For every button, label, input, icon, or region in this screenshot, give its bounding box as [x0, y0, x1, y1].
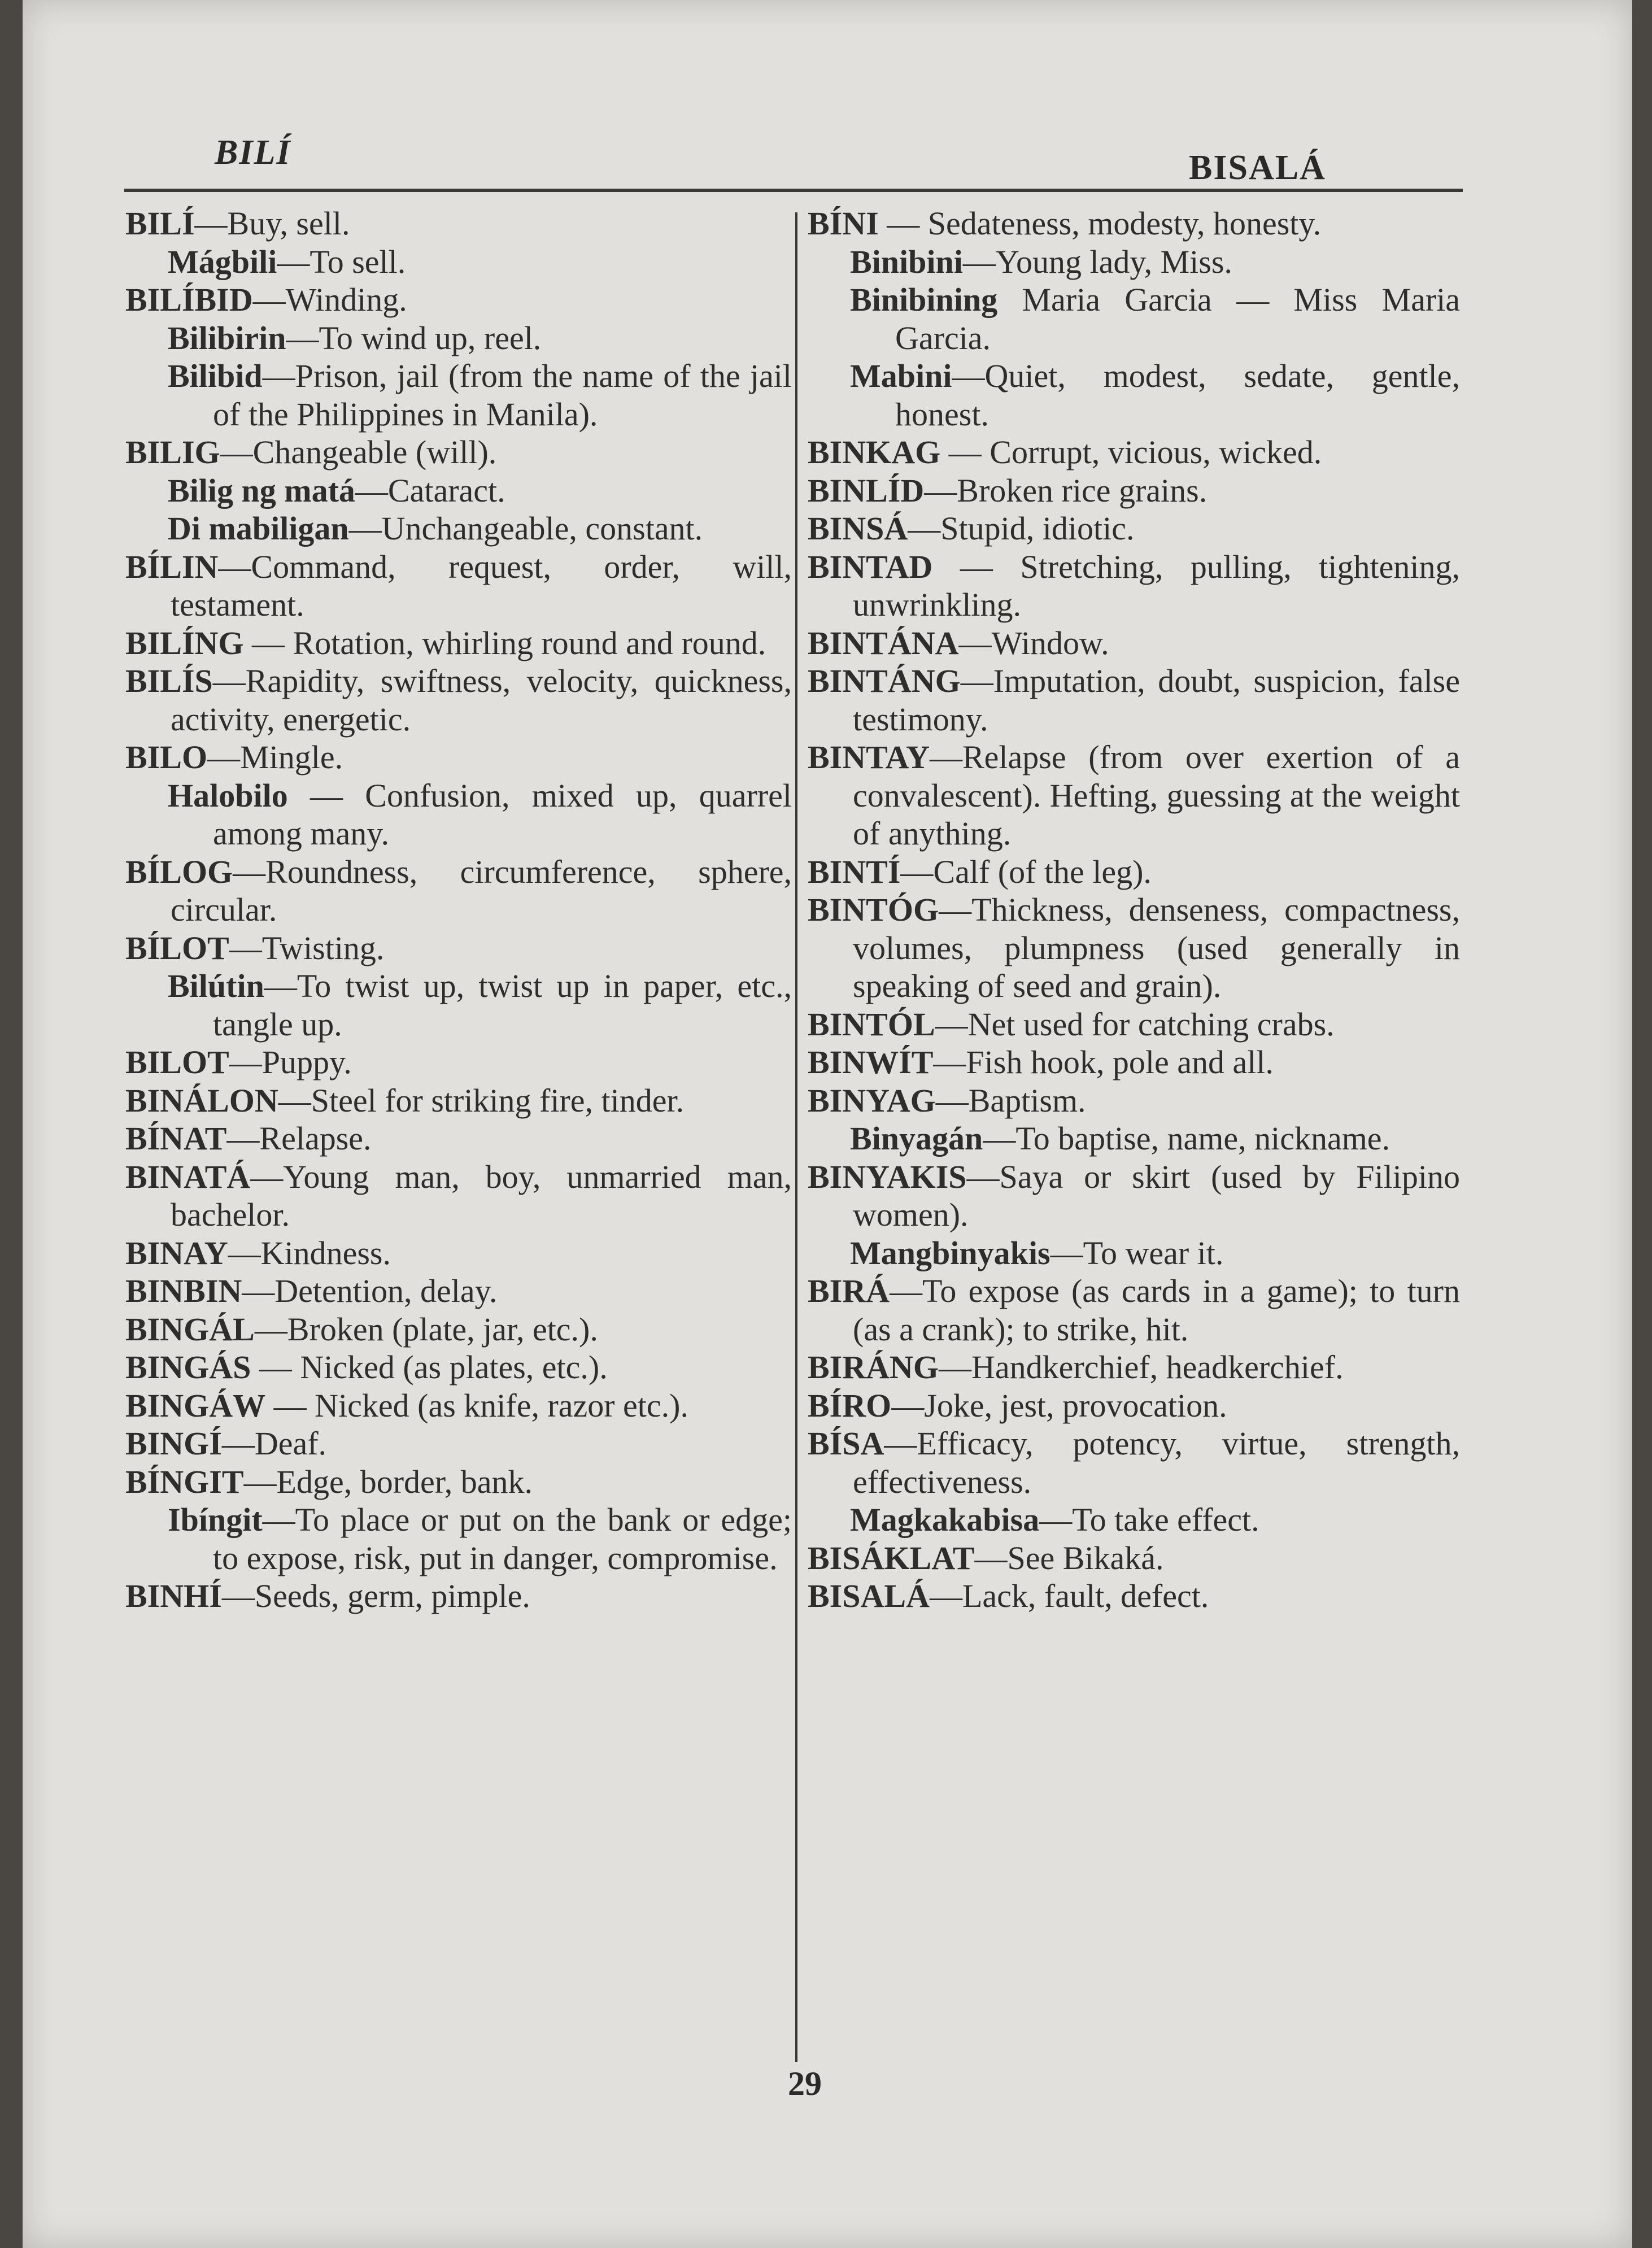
- headword: Magkakabisa: [850, 1501, 1040, 1538]
- entry-separator: —: [966, 1158, 1000, 1195]
- dictionary-entry: [125, 662, 792, 738]
- dictionary-entry: [125, 1577, 792, 1615]
- entry-separator: —: [929, 1578, 962, 1614]
- definition: Kindness.: [260, 1234, 391, 1271]
- headword: BINSÁ: [808, 510, 908, 547]
- definition: Young lady, Miss.: [995, 243, 1232, 280]
- entry-separator: —: [1050, 1234, 1083, 1271]
- definition: Command, request, order, will, testament.: [171, 548, 792, 623]
- entry-separator: —: [233, 853, 266, 890]
- dictionary-entry: [808, 738, 1460, 853]
- dictionary-subentry: [808, 243, 1460, 281]
- dictionary-entry: [808, 433, 1460, 472]
- definition: Nicked (as knife, razor etc.).: [315, 1387, 688, 1424]
- definition: Rapidity, swiftness, velocity, quickness, activity, energetic.: [171, 663, 792, 738]
- headword: Binibining: [850, 281, 998, 318]
- entry-separator: —: [287, 777, 365, 814]
- headword: BINGÁS: [125, 1349, 251, 1386]
- headword: BINÁLON: [125, 1082, 278, 1119]
- definition: To twist up, twist up in paper, etc., tangle up.: [213, 968, 792, 1043]
- definition: Saya or skirt (used by Filipino women).: [853, 1158, 1460, 1233]
- dictionary-entry: [808, 1043, 1460, 1082]
- dictionary-entry: [808, 1005, 1460, 1044]
- entry-separator: —: [262, 1501, 295, 1538]
- entry-separator: —: [935, 1082, 969, 1119]
- entry-separator: —: [962, 243, 996, 280]
- headword: Halobilo: [168, 777, 288, 814]
- dictionary-entry: [125, 548, 792, 624]
- definition: See Bikaká.: [1007, 1539, 1164, 1576]
- headword: BINYAKIS: [808, 1158, 967, 1195]
- entry-separator: —: [264, 968, 297, 1004]
- dictionary-entry: [808, 1577, 1460, 1615]
- entry-separator: —: [1039, 1501, 1073, 1538]
- dictionary-subentry: [808, 1119, 1460, 1158]
- headword: BISÁKLAT: [808, 1539, 975, 1576]
- headword: Mabini: [850, 358, 952, 394]
- dictionary-entry: [808, 853, 1460, 891]
- entry-separator: —: [221, 1578, 255, 1614]
- dictionary-entry: [125, 1082, 792, 1120]
- headword: BINWÍT: [808, 1044, 934, 1081]
- headword: BINTÁNG: [808, 663, 961, 699]
- headword: BILOT: [125, 1044, 229, 1081]
- definition: Confusion, mixed up, quarrel among many.: [213, 777, 792, 852]
- dictionary-entry: [808, 204, 1460, 243]
- entry-separator: —: [900, 853, 934, 890]
- dictionary-entry: [125, 1310, 792, 1349]
- dictionary-entry: [125, 853, 792, 929]
- definition: Maria Garcia — Miss Maria Garcia.: [895, 281, 1460, 356]
- dictionary-entry: [125, 1424, 792, 1463]
- dictionary-subentry: [125, 967, 792, 1043]
- headword: BINATÁ: [125, 1158, 251, 1195]
- dictionary-subentry: [125, 509, 792, 548]
- headword: Bilibid: [168, 358, 263, 394]
- definition: Thickness, denseness, compactness, volumes, plumpness (used generally in speaking of seed and grain).: [853, 891, 1460, 1004]
- definition: Nicked (as plates, etc.).: [300, 1349, 608, 1386]
- entry-separator: —: [277, 243, 310, 280]
- definition: Broken (plate, jar, etc.).: [287, 1310, 598, 1348]
- headword: Mágbili: [168, 243, 277, 280]
- headword: BIRÁ: [808, 1273, 890, 1309]
- definition: Prison, jail (from the name of the jail of the Philippines in Manila).: [213, 358, 792, 433]
- entry-separator: —: [348, 510, 382, 547]
- definition: Net used for catching crabs.: [967, 1005, 1335, 1043]
- definition: To place or put on the bank or edge; to expose, risk, put in danger, compromise.: [213, 1501, 792, 1576]
- dictionary-entry: [808, 509, 1460, 548]
- headword: BISALÁ: [808, 1578, 930, 1614]
- dictionary-entry: [125, 1463, 792, 1501]
- entry-separator: —: [207, 739, 241, 776]
- definition: Puppy.: [261, 1044, 352, 1081]
- headword: BINLÍD: [808, 472, 925, 509]
- definition: Sedateness, modesty, honesty.: [927, 205, 1322, 242]
- dictionary-subentry: [125, 319, 792, 358]
- headword: BINTAD: [808, 548, 933, 585]
- definition: Detention, delay.: [274, 1273, 498, 1309]
- header-rule: [124, 189, 1463, 192]
- entry-separator: —: [355, 472, 388, 509]
- headword: BINYAG: [808, 1082, 936, 1119]
- headword: BINTÁNA: [808, 624, 959, 661]
- headword: BILÍS: [125, 663, 213, 699]
- definition: Quiet, modest, sedate, gentle, honest.: [895, 358, 1460, 433]
- dictionary-entry: [808, 1387, 1460, 1425]
- headword: BÍNGIT: [125, 1463, 244, 1500]
- definition: To sell.: [310, 243, 406, 280]
- dictionary-entry: [125, 1119, 792, 1158]
- left-column: [125, 204, 792, 1615]
- headword: BINTÓG: [808, 891, 939, 928]
- definition: Corrupt, vicious, wicked.: [990, 434, 1322, 470]
- headword: BINGÁW: [125, 1387, 266, 1424]
- dictionary-subentry: [125, 357, 792, 433]
- definition: Edge, border, bank.: [276, 1463, 533, 1500]
- entry-separator: —: [939, 1349, 972, 1386]
- definition: Changeable (will).: [252, 434, 497, 470]
- definition: To baptise, name, nickname.: [1015, 1120, 1391, 1157]
- definition: Lack, fault, defect.: [962, 1578, 1209, 1614]
- dictionary-entry: [808, 1272, 1460, 1348]
- entry-separator: —: [250, 1158, 284, 1195]
- entry-separator: —: [262, 358, 295, 394]
- headword: BILÍ: [125, 205, 195, 242]
- definition: Young man, boy, unmarried man, bachelor.: [171, 1158, 792, 1233]
- page-number: 29: [788, 2065, 822, 2102]
- entry-separator: —: [924, 472, 957, 509]
- dictionary-entry: [125, 1348, 792, 1387]
- dictionary-entry: [125, 624, 792, 663]
- definition: Joke, jest, provocation.: [924, 1387, 1227, 1424]
- definition: To take effect.: [1072, 1501, 1259, 1538]
- entry-separator: —: [908, 510, 941, 547]
- entry-separator: —: [878, 205, 928, 242]
- definition: Relapse.: [259, 1120, 372, 1157]
- right-column: [808, 204, 1460, 1615]
- column-divider: [795, 212, 797, 2062]
- running-head-right: BISALÁ: [1189, 149, 1326, 187]
- dictionary-subentry: [808, 281, 1460, 357]
- dictionary-entry: [808, 1424, 1460, 1501]
- definition: Steel for striking fire, tinder.: [311, 1082, 685, 1119]
- entry-separator: —: [983, 1120, 1016, 1157]
- entry-separator: —: [960, 663, 993, 699]
- entry-separator: —: [958, 624, 992, 661]
- dictionary-subentry: [808, 1234, 1460, 1273]
- definition: Buy, sell.: [227, 205, 350, 242]
- definition: Baptism.: [968, 1082, 1086, 1119]
- dictionary-entry: [808, 1158, 1460, 1234]
- entry-separator: —: [884, 1425, 917, 1462]
- headword: BINGÍ: [125, 1425, 222, 1462]
- dictionary-entry: [808, 1539, 1460, 1578]
- dictionary-entry: [125, 738, 792, 777]
- entry-separator: —: [218, 548, 251, 585]
- dictionary-entry: [808, 624, 1460, 663]
- entry-separator: —: [254, 1310, 287, 1348]
- dictionary-entry: [808, 891, 1460, 1005]
- dictionary-entry: [808, 472, 1460, 510]
- headword: BINTÍ: [808, 853, 901, 890]
- dictionary-entry: [808, 1348, 1460, 1387]
- definition: Rotation, whirling round and round.: [293, 624, 766, 661]
- headword: BILÍNG: [125, 624, 244, 661]
- headword: BILÍBID: [125, 281, 253, 318]
- definition: Winding.: [285, 281, 407, 318]
- entry-separator: —: [242, 1273, 275, 1309]
- entry-separator: —: [278, 1082, 311, 1119]
- headword: BINTAY: [808, 739, 930, 776]
- entry-separator: —: [220, 434, 253, 470]
- entry-separator: —: [228, 1234, 261, 1271]
- definition: Deaf.: [254, 1425, 327, 1462]
- headword: BINBIN: [125, 1273, 242, 1309]
- definition: Fish hook, pole and all.: [966, 1044, 1274, 1081]
- headword: Bilig ng matá: [168, 472, 355, 509]
- headword: BÍLIN: [125, 548, 219, 585]
- definition: Window.: [991, 624, 1109, 661]
- headword: BILO: [125, 739, 208, 776]
- headword: BÍNI: [808, 205, 879, 242]
- headword: BÍNAT: [125, 1120, 227, 1157]
- dictionary-subentry: [125, 243, 792, 281]
- definition: Broken rice grains.: [957, 472, 1208, 509]
- dictionary-entry: [808, 662, 1460, 738]
- entry-separator: —: [940, 434, 990, 470]
- dictionary-entry: [808, 1082, 1460, 1120]
- headword: BINHÍ: [125, 1578, 222, 1614]
- headword: Di mabiligan: [168, 510, 349, 547]
- headword: Binyagán: [850, 1120, 983, 1157]
- dictionary-subentry: [808, 1501, 1460, 1539]
- entry-separator: —: [229, 1044, 262, 1081]
- headword: Bilútin: [168, 968, 264, 1004]
- headword: Bilibirin: [168, 319, 286, 356]
- entry-separator: —: [891, 1387, 925, 1424]
- dictionary-entry: [125, 1043, 792, 1082]
- entry-separator: —: [194, 205, 228, 242]
- entry-separator: —: [265, 1387, 315, 1424]
- dictionary-subentry: [125, 777, 792, 853]
- headword: BÍRO: [808, 1387, 892, 1424]
- dictionary-subentry: [125, 1501, 792, 1577]
- headword: BINTÓL: [808, 1005, 935, 1043]
- dictionary-subentry: [125, 472, 792, 510]
- entry-separator: —: [226, 1120, 260, 1157]
- entry-separator: —: [251, 1349, 300, 1386]
- dictionary-page: [23, 0, 1632, 2248]
- entry-separator: —: [212, 663, 246, 699]
- dictionary-entry: [125, 1272, 792, 1310]
- definition: Imputation, doubt, suspicion, false testimony.: [853, 663, 1460, 738]
- entry-separator: —: [243, 624, 293, 661]
- running-head-left: BILÍ: [215, 133, 291, 172]
- headword: BÍLOG: [125, 853, 233, 890]
- dictionary-subentry: [808, 357, 1460, 433]
- definition: Handkerchief, headkerchief.: [971, 1349, 1344, 1386]
- definition: Efficacy, potency, virtue, strength, effectiveness.: [853, 1425, 1460, 1500]
- entry-separator: —: [229, 929, 262, 966]
- headword: BILIG: [125, 434, 220, 470]
- entry-separator: —: [243, 1463, 277, 1500]
- headword: BINAY: [125, 1234, 228, 1271]
- entry-separator: —: [890, 1273, 923, 1309]
- definition: Twisting.: [261, 929, 385, 966]
- dictionary-entry: [808, 548, 1460, 624]
- definition: Stupid, idiotic.: [940, 510, 1135, 547]
- entry-separator: [997, 281, 1022, 318]
- definition: To expose (as cards in a game); to turn (as a crank); to strike, hit.: [853, 1273, 1460, 1348]
- entry-separator: —: [221, 1425, 255, 1462]
- definition: Relapse (from over exertion of a convalescent). Hefting, guessing at the weight of anything.: [853, 739, 1460, 852]
- headword: BÍLOT: [125, 929, 229, 966]
- definition: To wear it.: [1083, 1234, 1224, 1271]
- entry-separator: —: [974, 1539, 1008, 1576]
- entry-separator: —: [932, 548, 1021, 585]
- definition: Mingle.: [240, 739, 343, 776]
- headword: BIRÁNG: [808, 1349, 939, 1386]
- dictionary-entry: [125, 281, 792, 319]
- definition: Cataract.: [387, 472, 505, 509]
- entry-separator: —: [929, 739, 962, 776]
- entry-separator: —: [935, 1005, 968, 1043]
- headword: BINGÁL: [125, 1310, 255, 1348]
- dictionary-entry: [125, 1158, 792, 1234]
- dictionary-entry: [125, 1387, 792, 1425]
- definition: Seeds, germ, pimple.: [254, 1578, 530, 1614]
- headword: BÍSA: [808, 1425, 884, 1462]
- definition: Roundness, circumference, sphere, circular.: [171, 853, 792, 928]
- entry-separator: —: [286, 319, 319, 356]
- dictionary-entry: [125, 929, 792, 968]
- entry-separator: —: [933, 1044, 966, 1081]
- headword: Ibíngit: [168, 1501, 263, 1538]
- dictionary-entry: [125, 433, 792, 472]
- definition: Unchangeable, constant.: [381, 510, 703, 547]
- headword: Mangbinyakis: [850, 1234, 1051, 1271]
- entry-separator: —: [952, 358, 985, 394]
- definition: Calf (of the leg).: [933, 853, 1152, 890]
- entry-separator: —: [939, 891, 972, 928]
- definition: Stretching, pulling, tightening, unwrinkling.: [853, 548, 1460, 623]
- dictionary-entry: [125, 204, 792, 243]
- headword: Binibini: [850, 243, 963, 280]
- definition: To wind up, reel.: [319, 319, 542, 356]
- entry-separator: —: [252, 281, 286, 318]
- headword: BINKAG: [808, 434, 941, 470]
- dictionary-entry: [125, 1234, 792, 1273]
